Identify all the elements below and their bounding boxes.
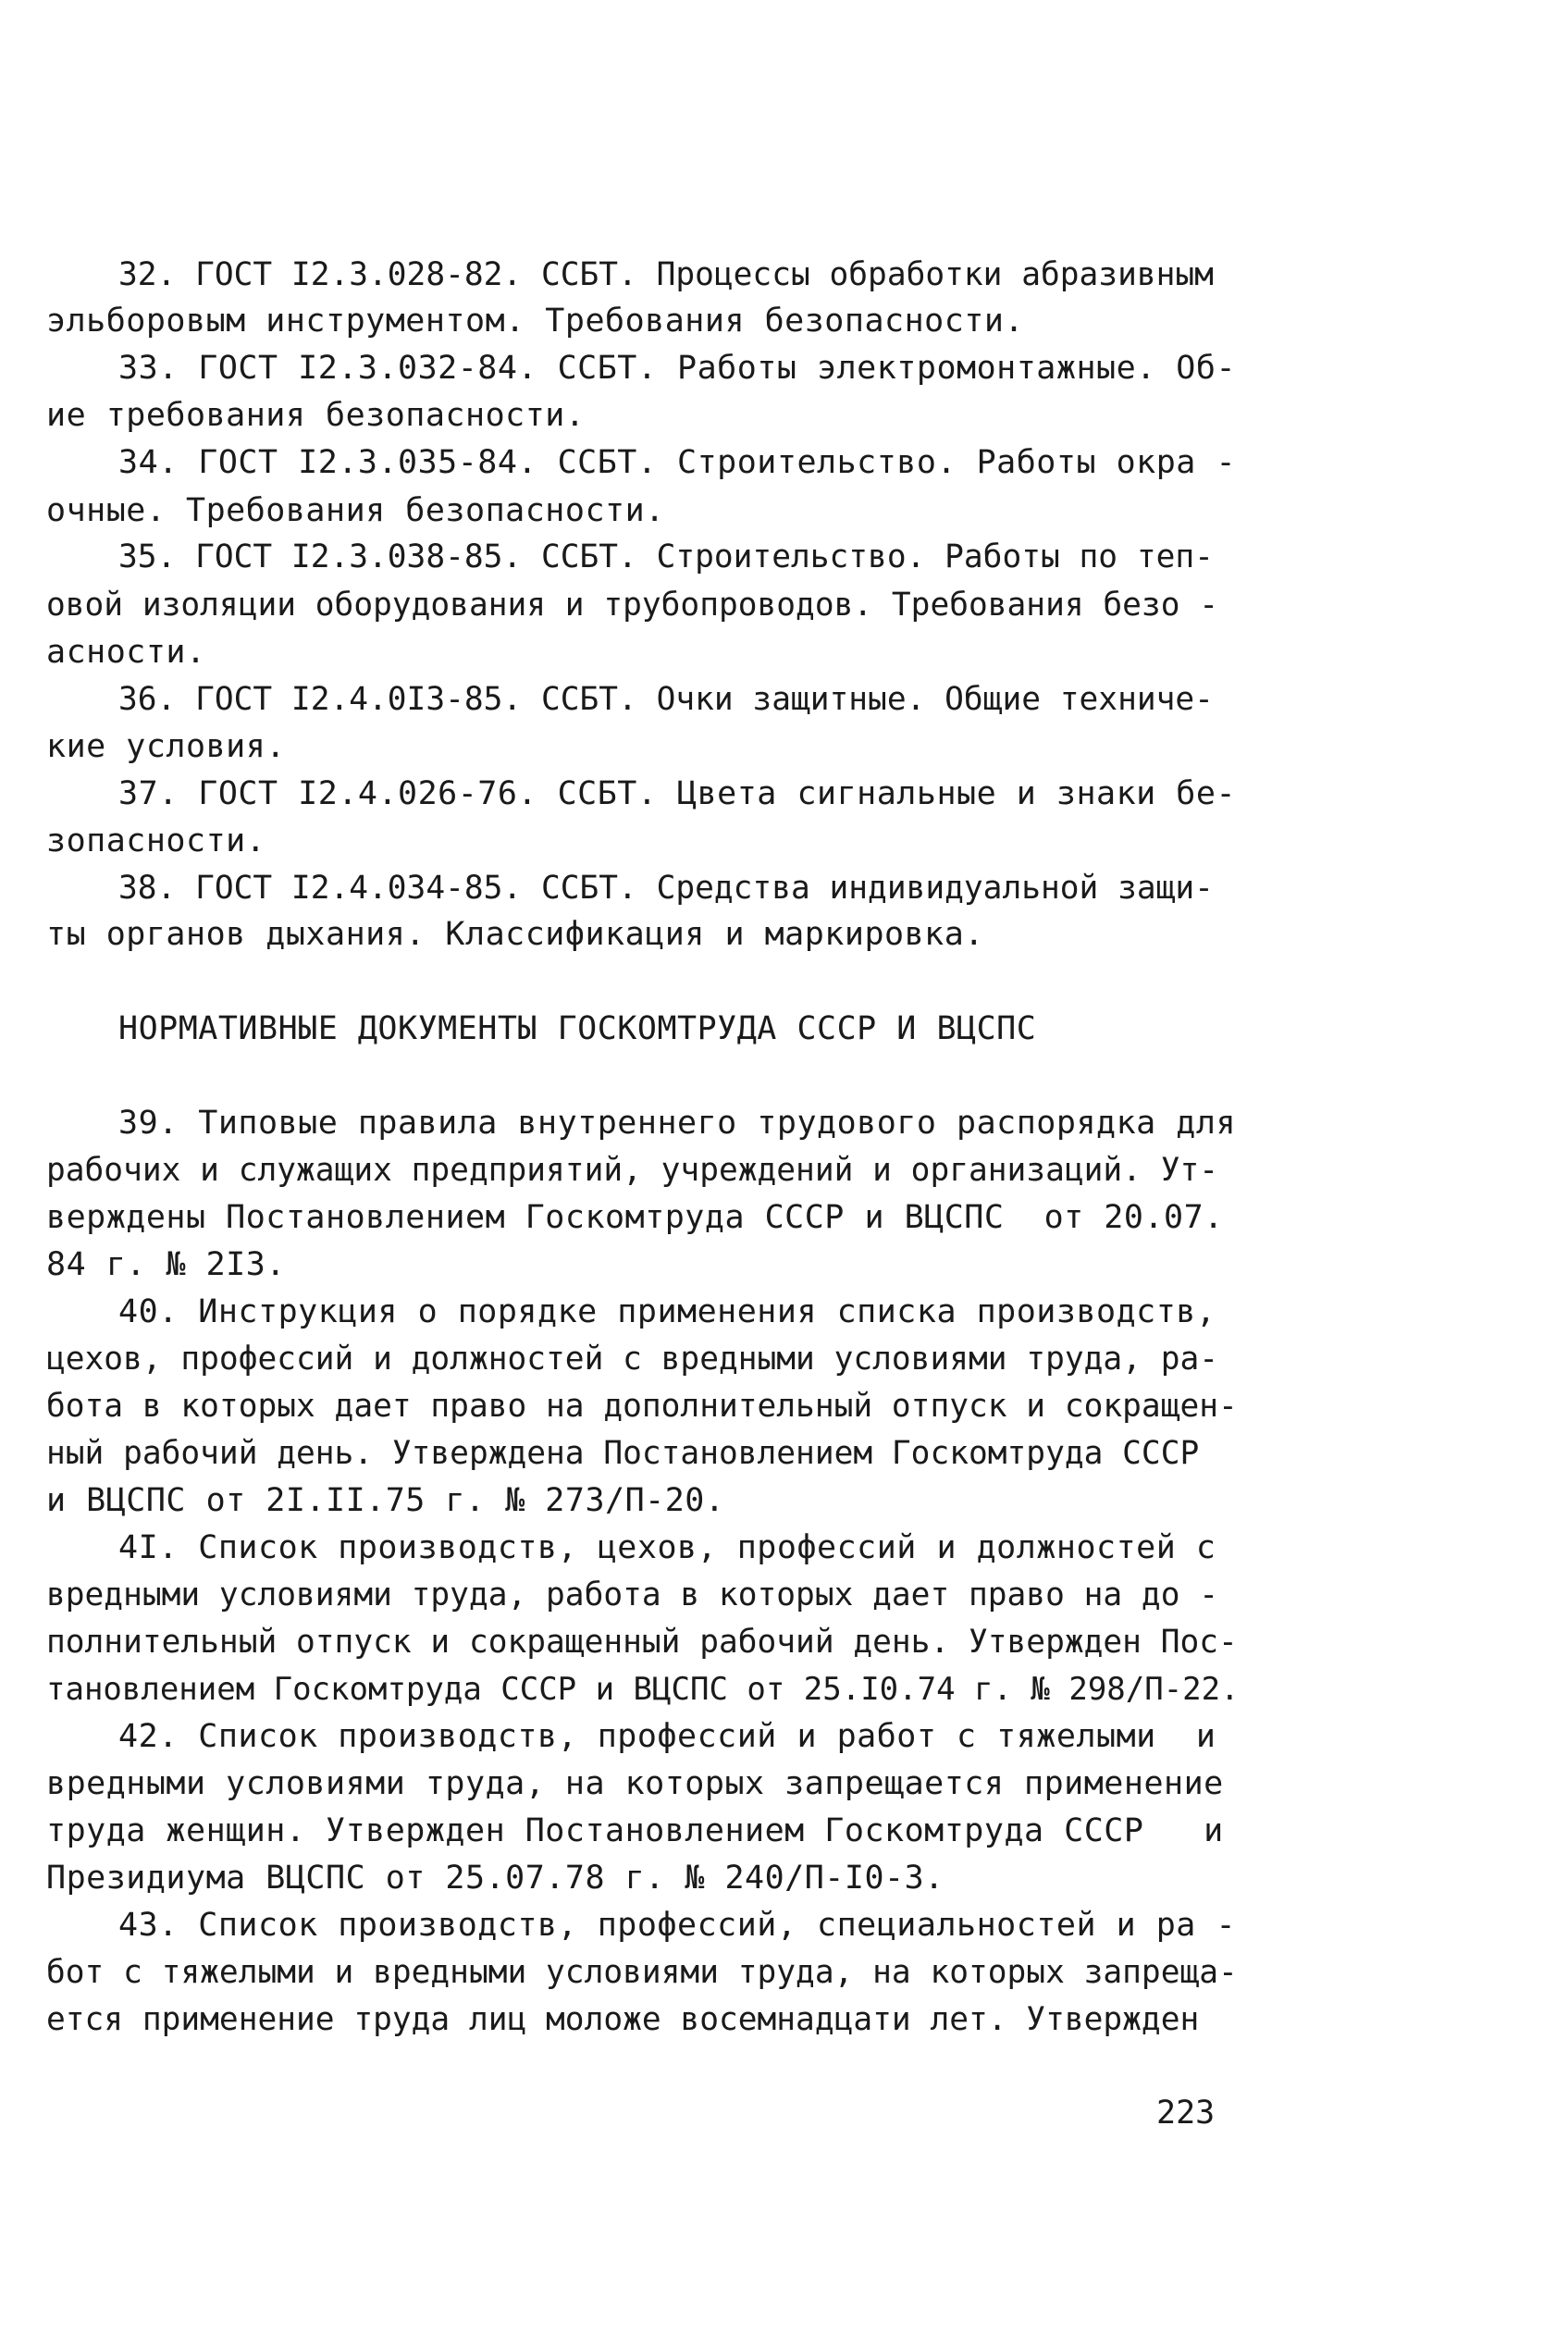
item-37-line-1: 37. ГОСТ I2.4.026-76. ССБТ. Цвета сигнальные и знаки бе- xyxy=(118,775,1237,812)
item-32-line-1: 32. ГОСТ I2.3.028-82. ССБТ. Процессы обработки абразивным xyxy=(118,256,1214,293)
item-39-line-4: 84 г. № 2I3. xyxy=(46,1246,286,1283)
item-34-line-1: 34. ГОСТ I2.3.035-84. ССБТ. Строительство. Работы окра - xyxy=(118,444,1237,481)
item-35-line-2: овой изоляции оборудования и трубопроводов. Требования безо - xyxy=(46,587,1219,624)
item-33-line-2: ие требования безопасности. xyxy=(46,397,586,434)
item-39-line-1: 39. Типовые правила внутреннего трудового распорядка для xyxy=(118,1105,1237,1142)
item-34-line-2: очные. Требования безопасности. xyxy=(46,492,665,529)
item-41-line-4: тановлением Госкомтруда СССР и ВЦСПС от 25.I0.74 г. № 298/П-22. xyxy=(46,1671,1240,1708)
item-42-line-3: труда женщин. Утвержден Постановлением Госкомтруда СССР и xyxy=(46,1812,1224,1849)
item-32-line-2: эльборовым инструментом. Требования безопасности. xyxy=(46,303,1025,340)
item-40-line-4: ный рабочий день. Утверждена Постановлением Госкомтруда СССР xyxy=(46,1435,1200,1472)
item-40-line-1: 40. Инструкция о порядке применения списка производств, xyxy=(118,1293,1216,1330)
item-38-line-2: ты органов дыхания. Классификация и маркировка. xyxy=(46,916,984,953)
item-33-line-1: 33. ГОСТ I2.3.032-84. ССБТ. Работы электромонтажные. Об- xyxy=(118,350,1237,387)
section-heading: НОРМАТИВНЫЕ ДОКУМЕНТЫ ГОСКОМТРУДА СССР И ВЦСПС xyxy=(118,1010,1037,1047)
item-40-line-5: и ВЦСПС от 2I.II.75 г. № 273/П-20. xyxy=(46,1482,725,1519)
item-42-line-4: Президиума ВЦСПС от 25.07.78 г. № 240/П-I0-3. xyxy=(46,1860,945,1897)
item-43-line-3: ется применение труда лиц моложе восемнадцати лет. Утвержден xyxy=(46,2001,1200,2038)
item-37-line-2: зопасности. xyxy=(46,822,266,859)
item-41-line-2: вредными условиями труда, работа в которых дает право на до - xyxy=(46,1576,1219,1613)
item-41-line-1: 4I. Список производств, цехов, профессий и должностей с xyxy=(118,1529,1216,1566)
item-40-line-3: бота в которых дает право на дополнительный отпуск и сокращен- xyxy=(46,1388,1238,1425)
item-35-line-1: 35. ГОСТ I2.3.038-85. ССБТ. Строительство. Работы по теп- xyxy=(118,538,1214,575)
item-36-line-1: 36. ГОСТ I2.4.0I3-85. ССБТ. Очки защитные. Общие техниче- xyxy=(118,681,1214,718)
item-41-line-3: полнительный отпуск и сокращенный рабочий день. Утвержден Пос- xyxy=(46,1624,1238,1661)
item-40-line-2: цехов, профессий и должностей с вредными условиями труда, ра- xyxy=(46,1341,1219,1378)
item-43-line-1: 43. Список производств, профессий, специальностей и ра - xyxy=(118,1907,1237,1944)
item-39-line-3: верждены Постановлением Госкомтруда СССР и ВЦСПС от 20.07. xyxy=(46,1199,1224,1236)
item-36-line-2: кие условия. xyxy=(46,728,286,765)
item-38-line-1: 38. ГОСТ I2.4.034-85. ССБТ. Средства индивидуальной защи- xyxy=(118,870,1214,907)
item-42-line-2: вредными условиями труда, на которых запрещается применение xyxy=(46,1765,1224,1802)
item-35-line-3: асности. xyxy=(46,634,206,671)
item-39-line-2: рабочих и служащих предприятий, учреждений и организаций. Ут- xyxy=(46,1152,1219,1189)
item-42-line-1: 42. Список производств, профессий и работ с тяжелыми и xyxy=(118,1718,1216,1755)
page-number: 223 xyxy=(1156,2095,1216,2132)
item-43-line-2: бот с тяжелыми и вредными условиями труда, на которых запреща- xyxy=(46,1954,1238,1991)
